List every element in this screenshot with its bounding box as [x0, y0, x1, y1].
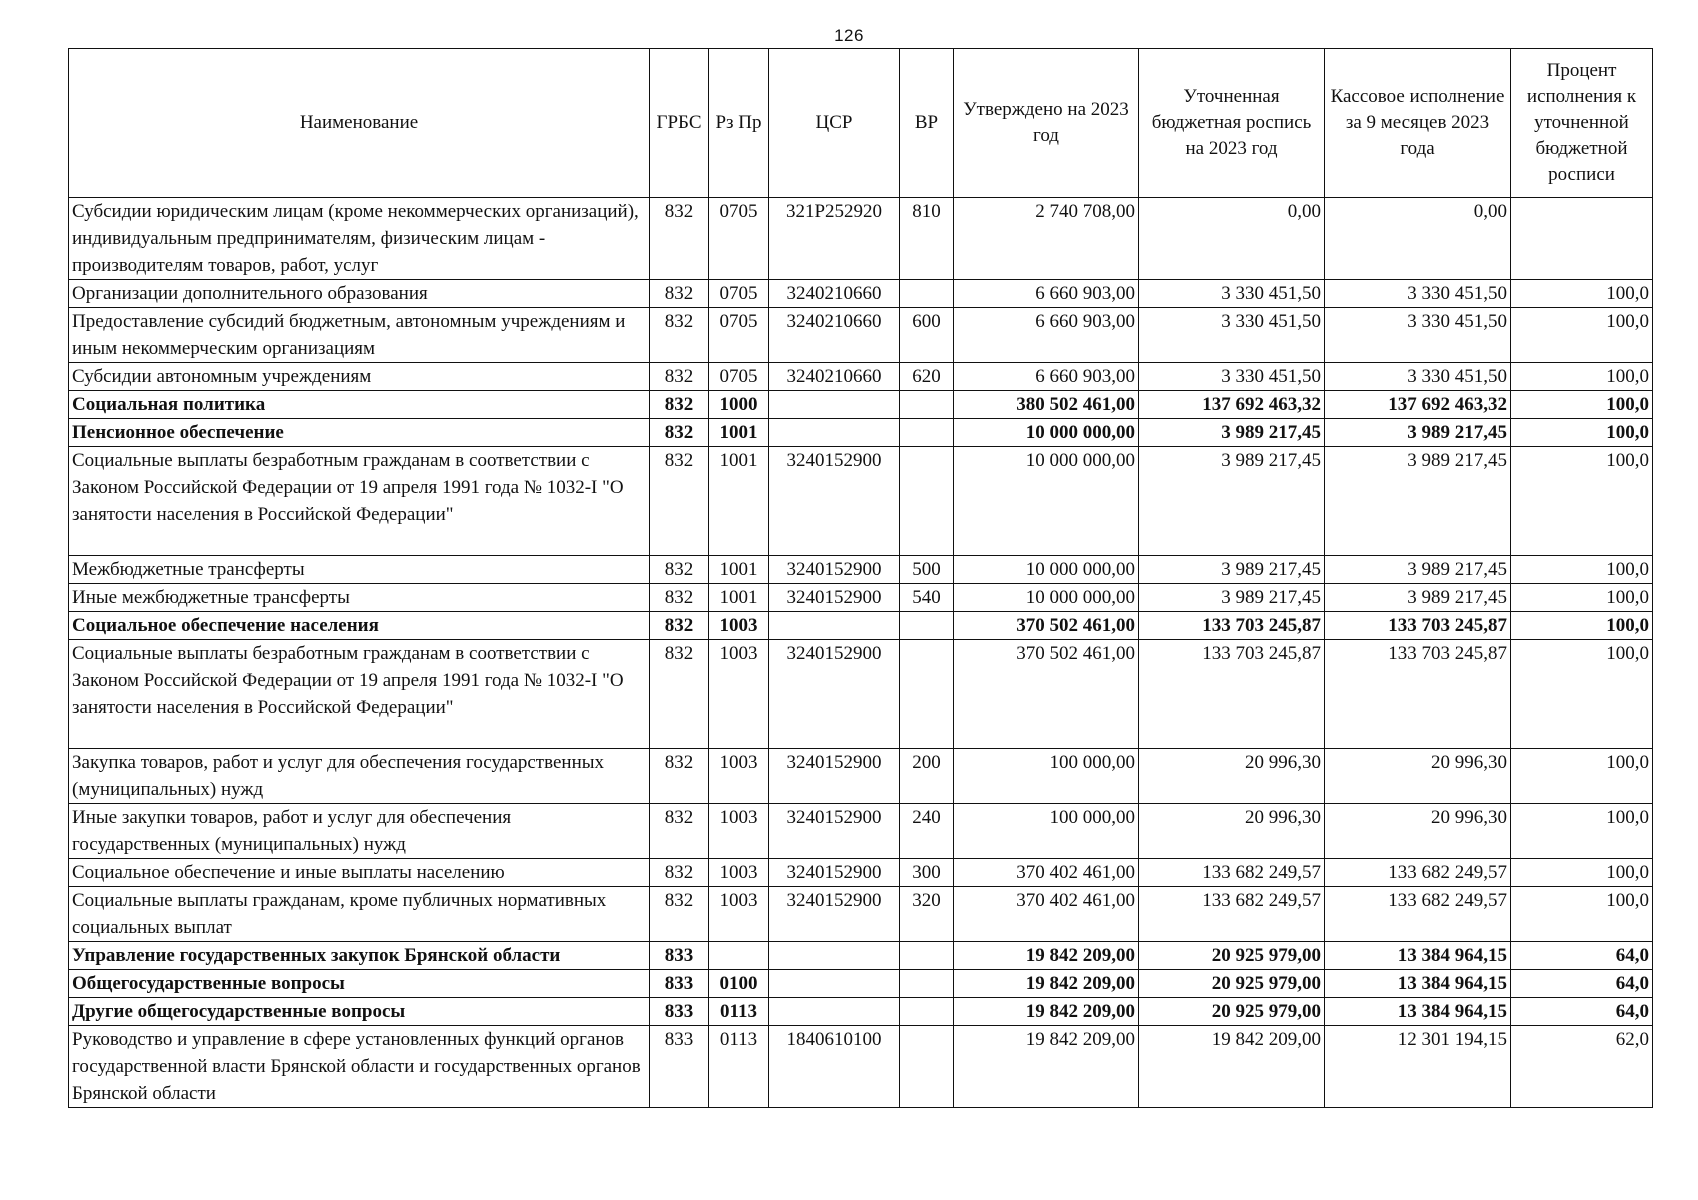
- cell-specified: 3 989 217,45: [1139, 556, 1325, 584]
- cell-cash: 13 384 964,15: [1325, 970, 1511, 998]
- cell-csr: 3240152900: [769, 556, 900, 584]
- cell-cash: 3 330 451,50: [1325, 280, 1511, 308]
- table-row: [69, 280, 1653, 308]
- cell-vr: 810: [900, 198, 954, 280]
- cell-name: Социальные выплаты гражданам, кроме публичных нормативных социальных выплат: [69, 887, 650, 942]
- cell-vr: [900, 998, 954, 1026]
- table-row: [69, 970, 1653, 998]
- cell-cash: 3 330 451,50: [1325, 308, 1511, 363]
- cell-approved: 370 502 461,00: [954, 612, 1139, 640]
- table-row: [69, 419, 1653, 447]
- cell-csr: 3240210660: [769, 363, 900, 391]
- cell-csr: [769, 970, 900, 998]
- cell-name: Закупка товаров, работ и услуг для обеспечения государственных (муниципальных) нужд: [69, 749, 650, 804]
- cell-percent: 100,0: [1511, 556, 1653, 584]
- cell-csr: 3240210660: [769, 308, 900, 363]
- cell-cash: 133 703 245,87: [1325, 612, 1511, 640]
- cell-approved: 370 402 461,00: [954, 887, 1139, 942]
- cell-name: Иные закупки товаров, работ и услуг для обеспечения государственных (муниципальных) нужд: [69, 804, 650, 859]
- cell-rzpr: 1001: [709, 556, 769, 584]
- cell-approved: 19 842 209,00: [954, 998, 1139, 1026]
- cell-cash: 3 989 217,45: [1325, 584, 1511, 612]
- cell-vr: [900, 942, 954, 970]
- cell-percent: 100,0: [1511, 749, 1653, 804]
- cell-vr: [900, 970, 954, 998]
- cell-cash: 137 692 463,32: [1325, 391, 1511, 419]
- cell-csr: 3240152900: [769, 584, 900, 612]
- cell-cash: 13 384 964,15: [1325, 942, 1511, 970]
- cell-grbs: 832: [650, 556, 709, 584]
- cell-specified: 133 682 249,57: [1139, 859, 1325, 887]
- table-row: [69, 749, 1653, 804]
- cell-vr: 200: [900, 749, 954, 804]
- cell-rzpr: 1003: [709, 887, 769, 942]
- cell-cash: 133 703 245,87: [1325, 640, 1511, 749]
- cell-vr: 620: [900, 363, 954, 391]
- cell-rzpr: 0100: [709, 970, 769, 998]
- cell-grbs: 833: [650, 1026, 709, 1108]
- cell-grbs: 832: [650, 749, 709, 804]
- cell-approved: 370 502 461,00: [954, 640, 1139, 749]
- cell-csr: 3240152900: [769, 447, 900, 556]
- cell-name: Иные межбюджетные трансферты: [69, 584, 650, 612]
- cell-csr: 3240152900: [769, 749, 900, 804]
- cell-rzpr: 0705: [709, 308, 769, 363]
- cell-rzpr: [709, 942, 769, 970]
- cell-cash: 3 989 217,45: [1325, 556, 1511, 584]
- cell-approved: 10 000 000,00: [954, 419, 1139, 447]
- cell-csr: 321P252920: [769, 198, 900, 280]
- cell-rzpr: 1001: [709, 419, 769, 447]
- cell-name: Социальные выплаты безработным гражданам в соответствии с Законом Российской Федерации от 19 апреля 1991 года № 1032-I "О занятости населения в Российской Федерации": [69, 640, 650, 749]
- header-percent: Процент исполнения к уточненной бюджетной росписи: [1511, 49, 1653, 198]
- cell-vr: [900, 1026, 954, 1108]
- cell-grbs: 833: [650, 942, 709, 970]
- header-name: Наименование: [69, 49, 650, 198]
- cell-approved: 6 660 903,00: [954, 363, 1139, 391]
- page-number: 126: [834, 26, 864, 45]
- cell-vr: [900, 612, 954, 640]
- table-row: [69, 363, 1653, 391]
- cell-rzpr: 0113: [709, 998, 769, 1026]
- cell-grbs: 832: [650, 859, 709, 887]
- cell-specified: 0,00: [1139, 198, 1325, 280]
- cell-specified: 3 330 451,50: [1139, 363, 1325, 391]
- cell-rzpr: 1001: [709, 447, 769, 556]
- cell-cash: 20 996,30: [1325, 749, 1511, 804]
- table-row: [69, 391, 1653, 419]
- cell-grbs: 832: [650, 612, 709, 640]
- budget-execution-table: [68, 48, 1653, 1108]
- cell-percent: 100,0: [1511, 887, 1653, 942]
- cell-cash: 133 682 249,57: [1325, 887, 1511, 942]
- cell-vr: [900, 391, 954, 419]
- cell-vr: 500: [900, 556, 954, 584]
- cell-grbs: 832: [650, 887, 709, 942]
- cell-csr: 3240152900: [769, 640, 900, 749]
- cell-csr: 3240152900: [769, 887, 900, 942]
- cell-percent: 62,0: [1511, 1026, 1653, 1108]
- cell-approved: 19 842 209,00: [954, 1026, 1139, 1108]
- cell-csr: [769, 998, 900, 1026]
- table-row: [69, 887, 1653, 942]
- cell-approved: 19 842 209,00: [954, 942, 1139, 970]
- table-row: [69, 198, 1653, 280]
- table-row: [69, 942, 1653, 970]
- cell-percent: 100,0: [1511, 859, 1653, 887]
- cell-approved: 370 402 461,00: [954, 859, 1139, 887]
- cell-percent: 64,0: [1511, 998, 1653, 1026]
- cell-csr: 1840610100: [769, 1026, 900, 1108]
- header-cash: Кассовое исполнение за 9 месяцев 2023 года: [1325, 49, 1511, 198]
- cell-specified: 137 692 463,32: [1139, 391, 1325, 419]
- table-body: [69, 198, 1653, 1108]
- cell-grbs: 832: [650, 447, 709, 556]
- table-row: [69, 308, 1653, 363]
- cell-grbs: 832: [650, 391, 709, 419]
- cell-cash: 12 301 194,15: [1325, 1026, 1511, 1108]
- cell-csr: [769, 419, 900, 447]
- cell-vr: 540: [900, 584, 954, 612]
- cell-name: Субсидии юридическим лицам (кроме некоммерческих организаций), индивидуальным предпринимателям, физическим лицам - производителям товаров, работ, услуг: [69, 198, 650, 280]
- cell-csr: [769, 391, 900, 419]
- cell-grbs: 832: [650, 363, 709, 391]
- cell-csr: 3240152900: [769, 859, 900, 887]
- cell-approved: 6 660 903,00: [954, 308, 1139, 363]
- cell-approved: 10 000 000,00: [954, 584, 1139, 612]
- cell-csr: 3240152900: [769, 804, 900, 859]
- cell-rzpr: 1003: [709, 804, 769, 859]
- cell-specified: 3 330 451,50: [1139, 308, 1325, 363]
- header-approved: Утверждено на 2023 год: [954, 49, 1139, 198]
- cell-vr: [900, 447, 954, 556]
- cell-grbs: 832: [650, 419, 709, 447]
- table-row: [69, 804, 1653, 859]
- cell-vr: 240: [900, 804, 954, 859]
- cell-approved: 10 000 000,00: [954, 556, 1139, 584]
- cell-specified: 20 925 979,00: [1139, 998, 1325, 1026]
- cell-name: Субсидии автономным учреждениям: [69, 363, 650, 391]
- cell-percent: 100,0: [1511, 584, 1653, 612]
- cell-name: Межбюджетные трансферты: [69, 556, 650, 584]
- cell-csr: [769, 942, 900, 970]
- cell-grbs: 832: [650, 804, 709, 859]
- cell-percent: 100,0: [1511, 640, 1653, 749]
- cell-cash: 133 682 249,57: [1325, 859, 1511, 887]
- table-header-row: [69, 49, 1653, 198]
- cell-name: Социальное обеспечение населения: [69, 612, 650, 640]
- table-row: [69, 584, 1653, 612]
- header-specified: Уточненная бюджетная роспись на 2023 год: [1139, 49, 1325, 198]
- cell-specified: 20 925 979,00: [1139, 942, 1325, 970]
- cell-cash: 3 330 451,50: [1325, 363, 1511, 391]
- cell-percent: 64,0: [1511, 942, 1653, 970]
- cell-rzpr: 0705: [709, 198, 769, 280]
- cell-cash: 3 989 217,45: [1325, 419, 1511, 447]
- cell-percent: 100,0: [1511, 612, 1653, 640]
- cell-percent: 100,0: [1511, 447, 1653, 556]
- cell-percent: 100,0: [1511, 804, 1653, 859]
- cell-rzpr: 1003: [709, 859, 769, 887]
- cell-specified: 133 703 245,87: [1139, 640, 1325, 749]
- cell-cash: 13 384 964,15: [1325, 998, 1511, 1026]
- table-row: [69, 447, 1653, 556]
- cell-percent: [1511, 198, 1653, 280]
- table-row: [69, 859, 1653, 887]
- cell-rzpr: 1003: [709, 640, 769, 749]
- cell-cash: 3 989 217,45: [1325, 447, 1511, 556]
- cell-grbs: 832: [650, 584, 709, 612]
- table-row: [69, 612, 1653, 640]
- cell-vr: [900, 640, 954, 749]
- cell-specified: 3 989 217,45: [1139, 419, 1325, 447]
- cell-cash: 0,00: [1325, 198, 1511, 280]
- cell-grbs: 833: [650, 970, 709, 998]
- cell-specified: 3 989 217,45: [1139, 447, 1325, 556]
- cell-rzpr: 1000: [709, 391, 769, 419]
- cell-grbs: 833: [650, 998, 709, 1026]
- cell-approved: 6 660 903,00: [954, 280, 1139, 308]
- header-rzpr: Рз Пр: [709, 49, 769, 198]
- cell-name: Руководство и управление в сфере установленных функций органов государственной власти Брянской области и государственных органов Брянской области: [69, 1026, 650, 1108]
- cell-vr: [900, 280, 954, 308]
- table-row: [69, 998, 1653, 1026]
- cell-rzpr: 0705: [709, 363, 769, 391]
- cell-specified: 133 682 249,57: [1139, 887, 1325, 942]
- cell-rzpr: 1003: [709, 749, 769, 804]
- table-row: [69, 640, 1653, 749]
- cell-name: Социальная политика: [69, 391, 650, 419]
- cell-grbs: 832: [650, 280, 709, 308]
- header-vr: ВР: [900, 49, 954, 198]
- cell-rzpr: 0705: [709, 280, 769, 308]
- cell-name: Социальные выплаты безработным гражданам в соответствии с Законом Российской Федерации от 19 апреля 1991 года № 1032-I "О занятости населения в Российской Федерации": [69, 447, 650, 556]
- cell-grbs: 832: [650, 198, 709, 280]
- table-row: [69, 556, 1653, 584]
- cell-specified: 20 996,30: [1139, 749, 1325, 804]
- cell-name: Другие общегосударственные вопросы: [69, 998, 650, 1026]
- cell-percent: 100,0: [1511, 308, 1653, 363]
- cell-percent: 64,0: [1511, 970, 1653, 998]
- cell-vr: [900, 419, 954, 447]
- cell-specified: 20 996,30: [1139, 804, 1325, 859]
- cell-approved: 100 000,00: [954, 804, 1139, 859]
- cell-vr: 320: [900, 887, 954, 942]
- header-csr: ЦСР: [769, 49, 900, 198]
- cell-specified: 3 989 217,45: [1139, 584, 1325, 612]
- cell-rzpr: 1003: [709, 612, 769, 640]
- cell-cash: 20 996,30: [1325, 804, 1511, 859]
- cell-approved: 10 000 000,00: [954, 447, 1139, 556]
- cell-csr: [769, 612, 900, 640]
- cell-approved: 2 740 708,00: [954, 198, 1139, 280]
- cell-percent: 100,0: [1511, 419, 1653, 447]
- cell-grbs: 832: [650, 308, 709, 363]
- cell-specified: 20 925 979,00: [1139, 970, 1325, 998]
- cell-percent: 100,0: [1511, 363, 1653, 391]
- cell-name: Общегосударственные вопросы: [69, 970, 650, 998]
- cell-approved: 380 502 461,00: [954, 391, 1139, 419]
- header-grbs: ГРБС: [650, 49, 709, 198]
- cell-specified: 19 842 209,00: [1139, 1026, 1325, 1108]
- cell-percent: 100,0: [1511, 391, 1653, 419]
- table-row: [69, 1026, 1653, 1108]
- cell-vr: 600: [900, 308, 954, 363]
- cell-vr: 300: [900, 859, 954, 887]
- cell-percent: 100,0: [1511, 280, 1653, 308]
- cell-name: Управление государственных закупок Брянской области: [69, 942, 650, 970]
- cell-rzpr: 1001: [709, 584, 769, 612]
- cell-name: Социальное обеспечение и иные выплаты населению: [69, 859, 650, 887]
- cell-csr: 3240210660: [769, 280, 900, 308]
- cell-name: Пенсионное обеспечение: [69, 419, 650, 447]
- cell-approved: 100 000,00: [954, 749, 1139, 804]
- cell-rzpr: 0113: [709, 1026, 769, 1108]
- cell-name: Организации дополнительного образования: [69, 280, 650, 308]
- cell-specified: 133 703 245,87: [1139, 612, 1325, 640]
- cell-specified: 3 330 451,50: [1139, 280, 1325, 308]
- cell-grbs: 832: [650, 640, 709, 749]
- cell-name: Предоставление субсидий бюджетным, автономным учреждениям и иным некоммерческим организациям: [69, 308, 650, 363]
- cell-approved: 19 842 209,00: [954, 970, 1139, 998]
